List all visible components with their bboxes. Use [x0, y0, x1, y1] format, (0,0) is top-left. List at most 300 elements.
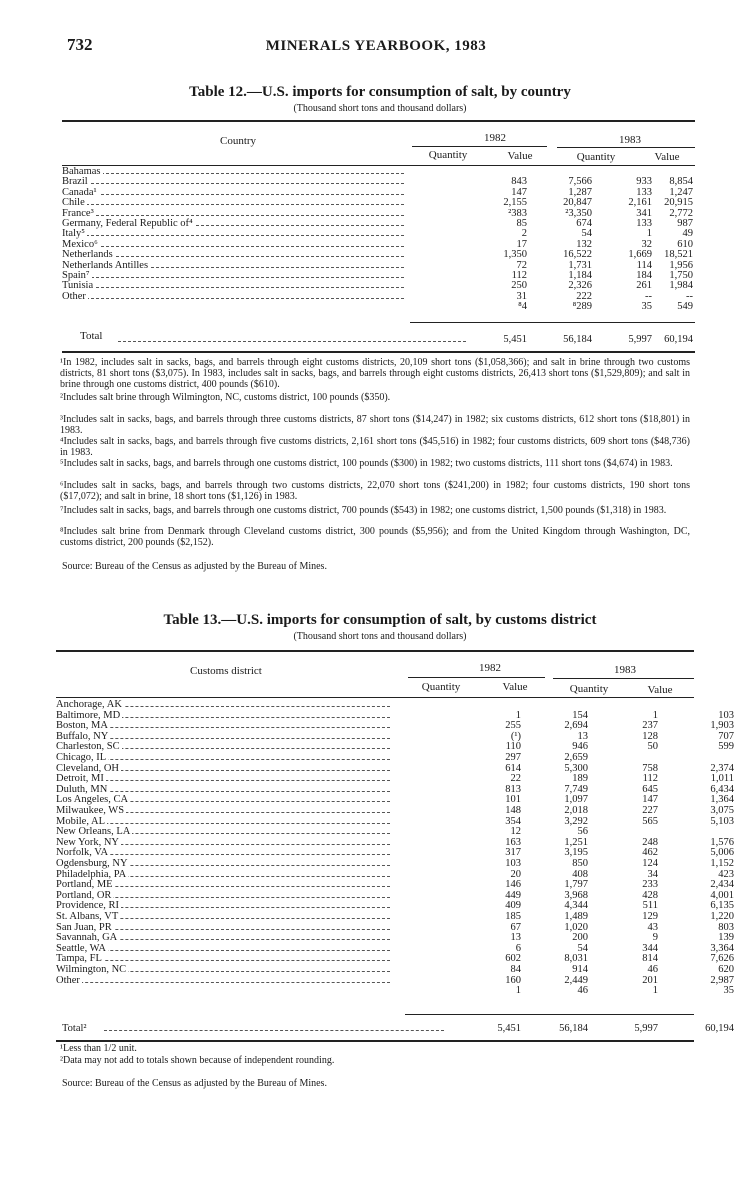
cell-v83: --	[686, 290, 693, 302]
table-row	[56, 985, 734, 997]
cell-v83: 3,364	[710, 942, 734, 954]
leader-dots	[66, 173, 404, 174]
cell-q82: ⁸4	[518, 301, 527, 313]
leader-dots	[66, 256, 404, 257]
row-label: Los Angeles, CA	[56, 794, 129, 806]
cell-q82: 6	[515, 942, 521, 954]
table-row	[62, 250, 697, 260]
row-label: Savannah, GA	[56, 932, 118, 944]
table13-title: Table 13.—U.S. imports for consumption of salt, by customs district	[163, 612, 597, 628]
cell-q82: 160	[505, 974, 521, 986]
cell-v82: 3,195	[564, 847, 588, 859]
table-row	[56, 953, 734, 965]
row-label: Bahamas	[62, 166, 101, 177]
row-label: Boston, MA	[56, 720, 108, 732]
table13-val-1983: Value	[647, 684, 673, 696]
leader-dots	[66, 204, 404, 205]
cell-v83: 18,521	[664, 249, 693, 261]
cell-q83: 1,669	[628, 249, 652, 261]
cell-q83: 184	[636, 270, 652, 281]
row-label: San Juan, PR	[56, 921, 112, 933]
row-label: Netherlands Antilles	[62, 259, 149, 271]
cell-v82: 154	[572, 709, 588, 721]
table12-bottom-rule	[62, 351, 695, 353]
table13-year1: 1982	[479, 662, 501, 674]
row-label: Baltimore, MD	[56, 709, 121, 721]
cell-q83: 114	[636, 259, 652, 271]
cell-v82: 13	[577, 730, 588, 742]
row-label: Germany, Federal Republic of⁴	[62, 218, 193, 229]
row-label: Charleston, SC	[56, 741, 120, 753]
leader-dots	[66, 298, 404, 299]
table12-footnote-3: ³Includes salt in sacks, bags, and barrels through three customs districts, 87 short tons ($14,247) in 1982; six customs districts, 612 short tons ($18,801) in 1983.	[60, 414, 690, 436]
table12-header-rule	[62, 165, 695, 166]
cell-q83: 462	[642, 847, 658, 859]
row-label: Milwaukee, WS	[56, 805, 125, 816]
cell-v82: 946	[572, 741, 588, 753]
cell-v82: 46	[577, 985, 588, 997]
cell-q82: 2,155	[503, 197, 527, 209]
table-row	[56, 974, 734, 986]
row-label: New York, NY	[56, 836, 120, 848]
table12-stub-header: Country	[220, 135, 257, 147]
leader-dots	[60, 791, 390, 792]
table-row	[56, 730, 734, 742]
cell-q83: 34	[647, 868, 658, 880]
table12-footnote-4: ⁴Includes salt in sacks, bags, and barrels through five customs districts, 2,161 short tons ($45,516) in 1982; four customs districts, 609 short tons ($48,736) in 1983.	[60, 436, 690, 458]
cell-v82: ⁸289	[572, 301, 592, 313]
cell-v83: 6,135	[710, 900, 734, 912]
cell-v82: 674	[576, 218, 592, 229]
cell-q82: 163	[505, 836, 521, 848]
cell-v83: 1,903	[710, 720, 734, 732]
cell-q82: 354	[505, 815, 521, 827]
cell-q82: (¹)	[510, 730, 521, 742]
row-label: St. Albans, VT	[56, 911, 119, 922]
cell-v82: 1,184	[568, 270, 592, 281]
cell-v82: 7,749	[564, 783, 588, 795]
leader-dots	[66, 246, 404, 247]
cell-v83: 2,987	[710, 974, 734, 986]
row-label: Providence, RI	[56, 900, 119, 912]
cell-v83: 620	[718, 964, 734, 975]
cell-q83: 32	[641, 238, 652, 250]
cell-q83: 124	[642, 858, 658, 869]
cell-q83: 758	[642, 762, 658, 774]
cell-q82: 250	[511, 280, 527, 292]
cell-q83: 43	[647, 921, 658, 933]
table13-total-v82: 56,184	[559, 1023, 588, 1034]
row-label: Detroit, MI	[56, 773, 104, 785]
table-row	[56, 709, 734, 721]
table12-subtitle: (Thousand short tons and thousand dollars)	[293, 103, 467, 114]
cell-q83: 9	[652, 932, 658, 944]
cell-v82: 850	[572, 858, 588, 869]
cell-v83: 2,772	[669, 207, 693, 219]
cell-q82: 146	[505, 879, 521, 891]
cell-v83: 1,364	[710, 794, 734, 806]
cell-v83: 2,374	[710, 762, 734, 774]
cell-q83: 129	[642, 911, 658, 922]
table-row	[62, 229, 697, 239]
leader-dots	[118, 341, 466, 342]
row-label: Chicago, IL	[56, 752, 107, 763]
cell-q82: 1	[515, 985, 521, 997]
table13-footnote-1: ¹Less than 1/2 unit.	[60, 1043, 137, 1054]
cell-q82: 72	[516, 259, 527, 271]
table-row	[62, 240, 697, 250]
cell-q83: 814	[642, 953, 658, 965]
cell-q82: 813	[505, 783, 521, 795]
cell-q82: 31	[516, 290, 527, 302]
cell-v83: 1,247	[669, 186, 693, 198]
table-row	[62, 281, 697, 291]
table13-stub-header: Customs district	[190, 665, 262, 677]
table13-subtitle: (Thousand short tons and thousand dollars)	[293, 631, 467, 642]
cell-q83: 2,161	[628, 197, 652, 209]
table13-total-rule	[405, 1014, 694, 1015]
table-row	[62, 261, 697, 271]
table12-top-rule	[62, 120, 695, 122]
page-number: 732	[67, 35, 93, 54]
row-label: Netherlands	[62, 249, 113, 261]
cell-v83: 5,006	[710, 847, 734, 859]
cell-v82: 1,731	[568, 259, 592, 271]
row-label: Mobile, AL	[56, 815, 105, 827]
table-row	[56, 879, 734, 891]
cell-v82: ²3,350	[565, 207, 592, 219]
table12-footnote-1: ¹In 1982, includes salt in sacks, bags, and barrels through eight customs districts, 20,109 short tons ($1,058,366); and salt in brine through two customs districts, 81 short tons ($3,075). In 1983, includes salt in sacks, bags, and barrels through eight customs districts, 26,413 short tons ($1,529,809); and salt in brine through one customs district, 400 pounds ($610).	[60, 357, 690, 390]
cell-q82: 103	[505, 858, 521, 869]
cell-v82: 2,694	[564, 720, 588, 732]
row-label: Tampa, FL	[56, 953, 102, 965]
cell-q82: 112	[511, 270, 527, 281]
table12-total-rule	[410, 322, 695, 323]
row-label: Portland, ME	[56, 879, 113, 891]
table12-val-1982: Value	[507, 150, 533, 162]
cell-v83: 1,152	[710, 858, 734, 869]
table-row	[56, 942, 734, 954]
table-row	[56, 858, 734, 869]
cell-v83: 103	[718, 709, 734, 721]
cell-q82: 1	[515, 709, 521, 721]
cell-q83: 645	[642, 783, 658, 795]
table13-top-rule	[56, 650, 694, 652]
row-label: Buffalo, NY	[56, 730, 109, 742]
cell-v82: 3,968	[564, 889, 588, 901]
cell-v83: 7,626	[710, 953, 734, 965]
cell-q83: 1	[652, 985, 658, 997]
table12-footnote-8: ⁸Includes salt brine from Denmark through Cleveland customs district, 300 pounds ($5,956); and from the United Kingdom through Washington, DC, customs district, 200 pounds ($2,152).	[60, 526, 690, 548]
cell-v82: 408	[572, 868, 588, 880]
table13-val-1982: Value	[502, 681, 528, 693]
table-row	[56, 836, 734, 848]
cell-q82: 185	[505, 911, 521, 922]
table13-total-v83: 60,194	[705, 1023, 734, 1034]
cell-v82: 2,018	[564, 805, 588, 816]
cell-v83: 6,434	[710, 783, 734, 795]
cell-v82: 16,522	[563, 249, 592, 261]
cell-q82: 449	[505, 889, 521, 901]
cell-v83: 1,220	[710, 911, 734, 922]
cell-v82: 2,449	[564, 974, 588, 986]
table-row	[56, 889, 734, 901]
table-row	[56, 741, 734, 753]
table12-total-row	[62, 335, 697, 347]
table12-footnote-2: ²Includes salt brine through Wilmington, NC, customs district, 100 pounds ($350).	[60, 392, 391, 403]
cell-v82: 1,097	[564, 794, 588, 806]
cell-q82: 297	[505, 752, 521, 763]
cell-q83: 133	[636, 218, 652, 229]
cell-v83: 423	[718, 868, 734, 880]
cell-v83: 4,001	[710, 889, 734, 901]
cell-q82: 101	[505, 794, 521, 806]
cell-q83: 1	[646, 228, 652, 240]
cell-q82: 22	[510, 773, 521, 785]
cell-v83: 803	[718, 921, 734, 933]
table12-total-q83: 5,997	[628, 334, 652, 345]
cell-v82: 2,659	[564, 752, 588, 763]
table12-qty-1983: Quantity	[576, 151, 616, 163]
row-label: France³	[62, 207, 94, 219]
table13-source: Source: Bureau of the Census as adjusted by the Bureau of Mines.	[62, 1078, 327, 1089]
table12-total-v82: 56,184	[563, 334, 592, 345]
table-row	[56, 720, 734, 732]
cell-v82: 3,292	[564, 815, 588, 827]
table-row	[62, 271, 697, 281]
table12-year2-rule	[557, 147, 695, 148]
row-label: Portland, OR	[56, 889, 112, 901]
cell-q82: 409	[505, 900, 521, 912]
leader-dots	[104, 1030, 444, 1031]
cell-v82: 2,326	[568, 280, 592, 292]
cell-q82: 85	[516, 218, 527, 229]
cell-q83: 46	[647, 964, 658, 975]
cell-q83: 201	[642, 974, 658, 986]
table-row	[56, 762, 734, 774]
cell-q83: 565	[642, 815, 658, 827]
cell-q83: 128	[642, 730, 658, 742]
cell-v82: 1,251	[564, 836, 588, 848]
cell-v83: 8,854	[669, 176, 693, 188]
cell-q83: 237	[642, 720, 658, 732]
table12-year1-rule	[412, 146, 547, 147]
table-row	[56, 773, 734, 785]
table-row	[56, 700, 696, 710]
cell-v82: 1,287	[568, 186, 592, 198]
leader-dots	[66, 277, 404, 278]
cell-q82: ²383	[508, 207, 527, 219]
cell-v82: 914	[572, 964, 588, 975]
table13-qty-1983: Quantity	[569, 683, 609, 695]
table13-total-label: Total²	[62, 1023, 87, 1034]
table12-total-q82: 5,451	[503, 334, 527, 345]
cell-v83: 139	[718, 932, 734, 944]
cell-q83: 428	[642, 889, 658, 901]
leader-dots	[60, 982, 390, 983]
cell-q82: 20	[510, 868, 521, 880]
row-label: Cleveland, OH	[56, 762, 119, 774]
cell-v83: 35	[723, 985, 734, 997]
cell-v82: 222	[576, 290, 592, 302]
leader-dots	[66, 215, 404, 216]
table12-footnote-7: ⁷Includes salt in sacks, bags, and barrels through one customs district, 700 pounds ($543) in 1982; one customs district, 1,500 pounds ($1,318) in 1983.	[60, 505, 667, 516]
table-row	[56, 911, 734, 922]
cell-v83: 599	[718, 741, 734, 753]
cell-q83: --	[645, 290, 652, 302]
table12-title: Table 12.—U.S. imports for consumption of salt, by country	[189, 84, 571, 100]
table12-total-label: Total	[80, 330, 103, 342]
table-row	[62, 302, 697, 312]
cell-q83: 341	[636, 207, 652, 219]
table13-year2-rule	[553, 678, 694, 679]
leader-dots	[66, 183, 404, 184]
row-label: Chile	[62, 197, 85, 209]
row-label: Norfolk, VA	[56, 847, 109, 859]
table13-total-row	[56, 1023, 734, 1036]
cell-v82: 20,847	[563, 197, 592, 209]
cell-v82: 7,566	[568, 176, 592, 188]
cell-q82: 602	[505, 953, 521, 965]
table-row	[56, 900, 734, 912]
cell-q83: 1	[652, 709, 658, 721]
row-label: New Orleans, LA	[56, 826, 131, 838]
cell-q82: 147	[511, 186, 527, 198]
cell-q82: 614	[505, 762, 521, 774]
cell-v83: 707	[718, 730, 734, 742]
row-label: Mexico⁶	[62, 238, 98, 250]
row-label: Brazil	[62, 176, 88, 188]
table-row	[56, 794, 734, 806]
cell-q82: 843	[511, 176, 527, 188]
table-row	[56, 753, 696, 763]
cell-v83: 20,915	[664, 197, 693, 209]
cell-v82: 1,489	[564, 911, 588, 922]
table13-bottom-rule	[56, 1040, 694, 1042]
table-row	[62, 177, 697, 187]
row-label: Duluth, MN	[56, 783, 108, 795]
cell-q83: 933	[636, 176, 652, 188]
cell-q83: 133	[636, 186, 652, 198]
cell-v82: 8,031	[564, 953, 588, 965]
cell-q83: 261	[636, 280, 652, 292]
row-label: Ogdensburg, NY	[56, 858, 128, 869]
cell-v83: 1,984	[669, 280, 693, 292]
row-label: Spain⁷	[62, 270, 90, 281]
cell-q82: 1,350	[503, 249, 527, 261]
cell-q83: 233	[642, 879, 658, 891]
cell-v83: 3,075	[710, 805, 734, 816]
table-row	[62, 167, 697, 177]
cell-q83: 112	[642, 773, 658, 785]
leader-dots	[66, 235, 404, 236]
cell-v83: 610	[677, 238, 693, 250]
table12-total-v83: 60,194	[664, 334, 693, 345]
cell-q82: 67	[510, 921, 521, 933]
table-row	[56, 868, 734, 880]
table13-total-q83: 5,997	[634, 1023, 658, 1034]
row-label: Canada¹	[62, 186, 97, 198]
table13-qty-1982: Quantity	[421, 681, 461, 693]
cell-v83: 1,576	[710, 836, 734, 848]
cell-q82: 110	[505, 741, 521, 753]
table12-year1: 1982	[484, 132, 506, 144]
row-label: Seattle, WA	[56, 942, 106, 954]
table-row	[56, 783, 734, 795]
cell-v82: 54	[581, 228, 592, 240]
cell-v82: 200	[572, 932, 588, 944]
cell-q82: 255	[505, 720, 521, 732]
cell-q83: 511	[642, 900, 658, 912]
leader-dots	[60, 823, 390, 824]
cell-v83: 2,434	[710, 879, 734, 891]
cell-v83: 1,750	[669, 270, 693, 281]
table12-qty-1982: Quantity	[428, 149, 468, 161]
row-label: Anchorage, AK	[56, 699, 122, 710]
table13-year1-rule	[408, 677, 545, 678]
cell-q82: 2	[521, 228, 527, 240]
leader-dots	[66, 287, 404, 288]
leader-dots	[66, 194, 404, 195]
cell-v82: 5,300	[564, 762, 588, 774]
cell-v82: 189	[572, 773, 588, 785]
cell-v83: 549	[677, 301, 693, 313]
row-label: Other	[56, 974, 80, 986]
table12-year2: 1983	[619, 134, 641, 146]
table12-footnote-5: ⁵Includes salt in sacks, bags, and barrels through one customs district, 100 pounds ($300) in 1982; two customs districts, 111 short tons ($4,674) in 1983.	[60, 458, 673, 469]
cell-q83: 248	[642, 836, 658, 848]
cell-v83: 5,103	[710, 815, 734, 827]
table12-footnote-6: ⁶Includes salt in sacks, bags, and barrels through two customs districts, 22,070 short tons ($241,200) in 1982; four customs districts, 190 short tons ($17,072); and salt in brine, 18 short tons ($1,126) in 1983.	[60, 480, 690, 502]
cell-q82: 13	[510, 932, 521, 944]
cell-q83: 344	[642, 942, 658, 954]
cell-q82: 12	[510, 826, 521, 838]
cell-v83: 1,956	[669, 259, 693, 271]
leader-dots	[60, 960, 390, 961]
table13-total-q82: 5,451	[497, 1023, 521, 1034]
table-row	[56, 964, 734, 975]
leader-dots	[60, 950, 390, 951]
row-label: Philadelphia, PA	[56, 868, 127, 880]
table-row	[62, 292, 697, 302]
leader-dots	[60, 759, 390, 760]
cell-v82: 4,344	[564, 900, 588, 912]
row-label: Italy⁵	[62, 228, 85, 240]
table-row	[56, 921, 734, 933]
table12-val-1983: Value	[654, 151, 680, 163]
cell-v83: 49	[682, 228, 693, 240]
cell-v83: 1,011	[710, 773, 734, 785]
cell-v82: 1,020	[564, 921, 588, 933]
cell-q83: 147	[642, 794, 658, 806]
table-row	[62, 198, 697, 208]
cell-q82: 148	[505, 805, 521, 816]
table-row	[56, 847, 734, 859]
row-label: Wilmington, NC	[56, 964, 127, 975]
cell-v82: 54	[577, 942, 588, 954]
table-row	[56, 815, 734, 827]
cell-q83: 35	[641, 301, 652, 313]
table-row	[62, 188, 697, 198]
table-row	[56, 827, 696, 837]
cell-q83: 227	[642, 805, 658, 816]
running-head: MINERALS YEARBOOK, 1983	[265, 38, 487, 54]
table-row	[56, 932, 734, 944]
cell-v82: 132	[576, 238, 592, 250]
cell-q82: 317	[505, 847, 521, 859]
cell-q82: 17	[516, 238, 527, 250]
cell-v82: 56	[577, 826, 588, 838]
